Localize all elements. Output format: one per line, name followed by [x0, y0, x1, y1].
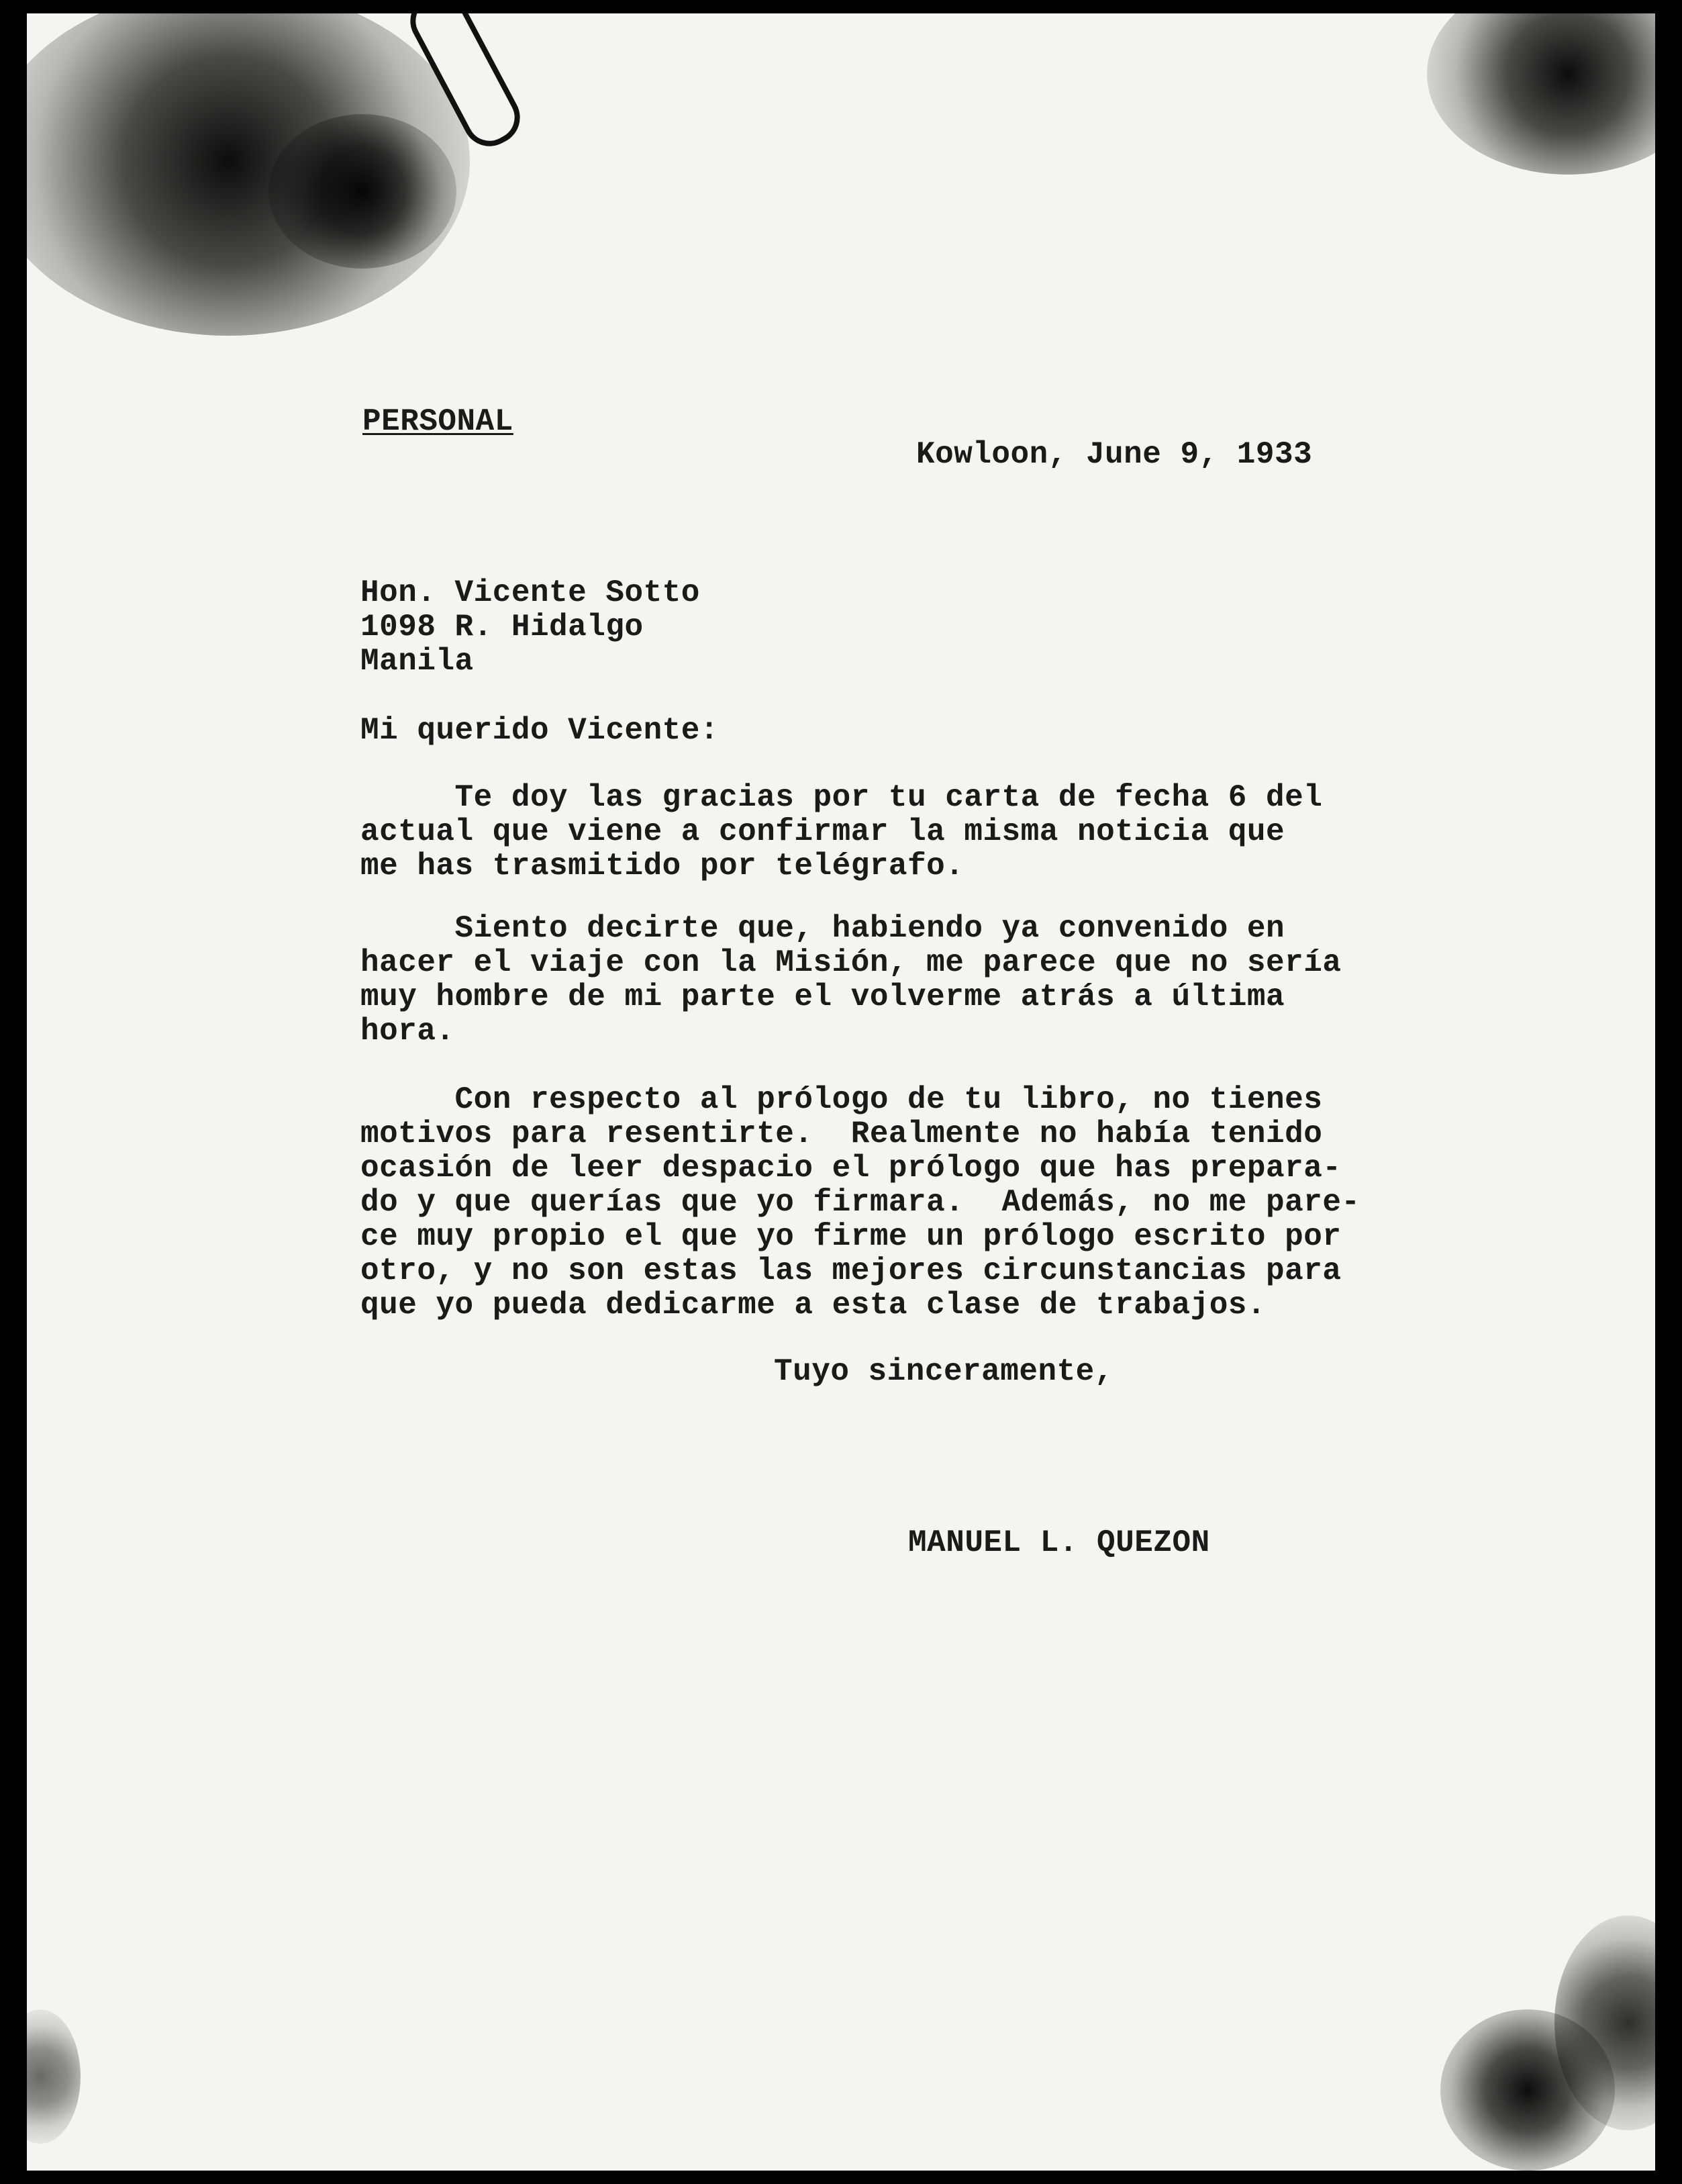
paragraph-line: motivos para resentirte. Realmente no había tenido [360, 1117, 1323, 1151]
paragraph-line: ocasión de leer despacio el prólogo que has prepara- [360, 1151, 1342, 1186]
paragraph-line: ce muy propio el que yo firme un prólogo escrito por [360, 1219, 1342, 1254]
paragraph-line: que yo pueda dedicarme a esta clase de trabajos. [360, 1288, 1267, 1323]
paragraph-line: hora. [360, 1014, 455, 1049]
paragraph-3 [360, 1083, 1361, 1323]
stain-top-left-inner [268, 114, 456, 269]
paragraph-line: otro, y no son estas las mejores circunstancias para [360, 1253, 1342, 1288]
header-label: PERSONAL [362, 404, 513, 439]
closing: Tuyo sinceramente, [774, 1354, 1114, 1389]
stain-top-right [1427, 13, 1655, 175]
signature-name: MANUEL L. QUEZON [908, 1525, 1210, 1560]
recipient-city: Manila [360, 644, 474, 679]
paragraph-line: do y que querías que yo firmara. Además, no me pare- [360, 1185, 1361, 1220]
stain-bottom-left [27, 2009, 81, 2144]
recipient-street: 1098 R. Hidalgo [360, 610, 644, 645]
paragraph-2 [360, 912, 1341, 1049]
salutation: Mi querido Vicente: [360, 713, 719, 748]
paragraph-line: me has trasmitido por telégrafo. [360, 849, 964, 884]
paragraph-line: Con respecto al prólogo de tu libro, no tienes [360, 1082, 1323, 1117]
letter-page [27, 13, 1655, 2171]
paragraph-1 [360, 781, 1322, 884]
recipient-address [360, 576, 700, 679]
paragraph-line: hacer el viaje con la Misión, me parece que no sería [360, 945, 1342, 980]
recipient-name: Hon. Vicente Sotto [360, 575, 700, 610]
paragraph-line: Siento decirte que, habiendo ya convenido en [360, 911, 1285, 946]
paragraph-line: muy hombre de mi parte el volverme atrás a última [360, 980, 1285, 1014]
dateline: Kowloon, June 9, 1933 [916, 437, 1313, 472]
paragraph-line: Te doy las gracias por tu carta de fecha 6 del [360, 780, 1323, 815]
paragraph-line: actual que viene a confirmar la misma noticia que [360, 814, 1285, 849]
